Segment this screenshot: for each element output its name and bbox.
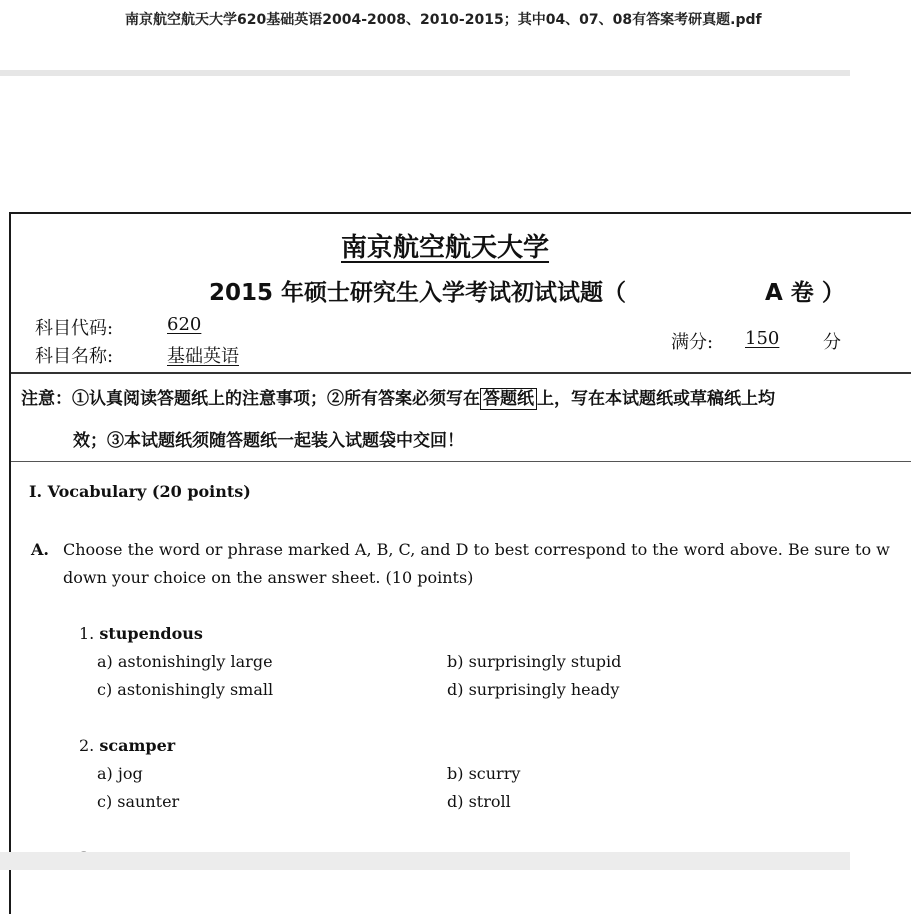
notice-line-1-end: 上，写在本试题纸或草稿纸上均 [537,389,775,409]
university-name: 南京航空航天大学 [341,233,550,263]
question-1-number: 1. [79,624,95,643]
subject-name-value: 基础英语 [167,346,239,367]
question-2-option-a: a) jog [97,764,143,783]
notice-bottom-rule [11,461,911,462]
exam-title: 2015 年硕士研究生入学考试初试试题（ [209,280,627,306]
subject-code-label: 科目代码: [35,318,114,339]
question-1-option-a: a) astonishingly large [97,652,273,671]
question-2-number: 2. [79,736,95,755]
viewer-header [0,0,850,70]
document-viewport[interactable] [0,76,890,852]
exam-page [9,212,911,914]
paper-type: A 卷 ） [765,280,845,306]
answer-sheet-boxed-term: 答题纸 [480,388,537,410]
notice-top-rule [11,372,911,374]
question-2-word: scamper [99,736,176,755]
question-1-option-d: d) surprisingly heady [447,680,620,699]
full-score-value: 150 [745,328,780,349]
subject-code-value: 620 [167,314,202,335]
question-1-option-c: c) astonishingly small [97,680,274,699]
document-title: 南京航空航天大学620基础英语2004-2008、2010-2015；其中04、07、08有答案考研真题.pdf [125,12,762,28]
part-a-instruction-line-2: down your choice on the answer sheet. (10 points) [63,568,474,587]
notice-line-2: 效；③本试题纸须随答题纸一起装入试题袋中交回！ [73,431,464,451]
question-1-option-b: b) surprisingly stupid [447,652,622,671]
question-2-heading [79,736,175,755]
full-score-unit: 分 [823,332,841,353]
question-2-option-d: d) stroll [447,792,511,811]
notice-line-1 [21,384,775,409]
question-2-option-c: c) saunter [97,792,180,811]
full-score-label: 满分: [671,332,714,353]
subject-name-label: 科目名称: [35,346,114,367]
question-1-word: stupendous [99,624,203,643]
question-2-option-b: b) scurry [447,764,521,783]
notice-line-1-start: 注意：①认真阅读答题纸上的注意事项；②所有答案必须写在 [21,389,480,409]
question-1-heading [79,624,203,643]
part-a-label: A. [31,540,49,559]
part-a-instruction-line-1: Choose the word or phrase marked A, B, C, and D to best correspond to the word above. Be sure to w [63,540,890,559]
section-title: I. Vocabulary (20 points) [29,482,251,501]
viewer-bottom-bar [0,852,850,870]
